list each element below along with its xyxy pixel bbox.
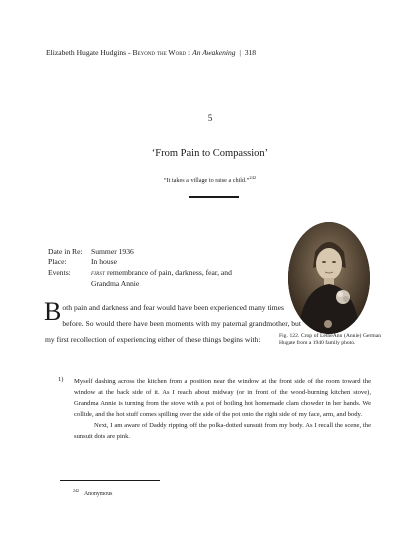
meta-value (91, 268, 232, 290)
meta-row-events (48, 268, 232, 290)
title-divider (189, 196, 239, 198)
epigraph (0, 175, 420, 184)
intro-paragraph (44, 297, 307, 348)
list-item-body (74, 376, 371, 442)
meta-value-text-2: Grandma Annie (91, 278, 140, 288)
event-metadata (48, 247, 232, 289)
header-separator: : (186, 48, 193, 57)
meta-key: Place: (48, 257, 67, 267)
header-author: Elizabeth Hugate Hudgins - (46, 48, 133, 57)
meta-value-emphasis: first (91, 269, 106, 277)
epigraph-text: “It takes a village to raise a child.” (163, 177, 250, 185)
list-paragraph-2: Next, I am aware of Daddy ripping off the polka-dotted sunsuit from my body. As I recall the scene, the sunsuit dots are pink. (74, 422, 371, 440)
header-page-number: | 318 (235, 48, 257, 57)
header-subtitle: An Awakening (192, 48, 236, 57)
chapter-number: 5 (207, 113, 213, 123)
meta-row-place (48, 257, 232, 267)
meta-value-text: remembrance of pain, darkness, fear, and (105, 267, 232, 277)
meta-value: In house (91, 257, 117, 267)
meta-key: Date in Re: (48, 247, 83, 256)
drop-cap: B (44, 297, 62, 326)
intro-text: oth pain and darkness and fear would have been experienced many times before. So would there have been moments with my paternal grandmother, but my first recollection of experiencing either of these things begins with: (45, 303, 301, 344)
footnote (73, 488, 112, 497)
meta-row-date (48, 247, 232, 257)
footnote-text: Anonymous (84, 490, 113, 497)
epigraph-footnote-ref: 242 (249, 175, 257, 180)
list-item-number: 1) (58, 376, 64, 383)
footnote-number: 242 (73, 488, 79, 493)
meta-key: Events: (48, 267, 71, 277)
chapter-title: ‘From Pain to Compassion’ (151, 148, 269, 159)
footnote-divider (60, 480, 160, 481)
meta-value: Summer 1936 (91, 247, 134, 256)
list-paragraph-1: Myself dashing across the kitchen from a position near the window at the front side of the room toward the window at the back side of it. As I reach about midway (or in front of the wood-burning kitchen stove), Grandma Annie is turning from the stove with a pot of boiling hot homemade clam chowder in her hands. We collide, and the hot stuff comes spilling over the side of the pot onto the right side of my face, arm, and body. (74, 378, 371, 418)
header-series: Beyond the Word (132, 48, 187, 57)
running-header (46, 48, 256, 57)
figure-caption: Fig. 122. Crop of LetheAnn (Annie) German Hugate from a 1940 family photo. (279, 333, 381, 347)
